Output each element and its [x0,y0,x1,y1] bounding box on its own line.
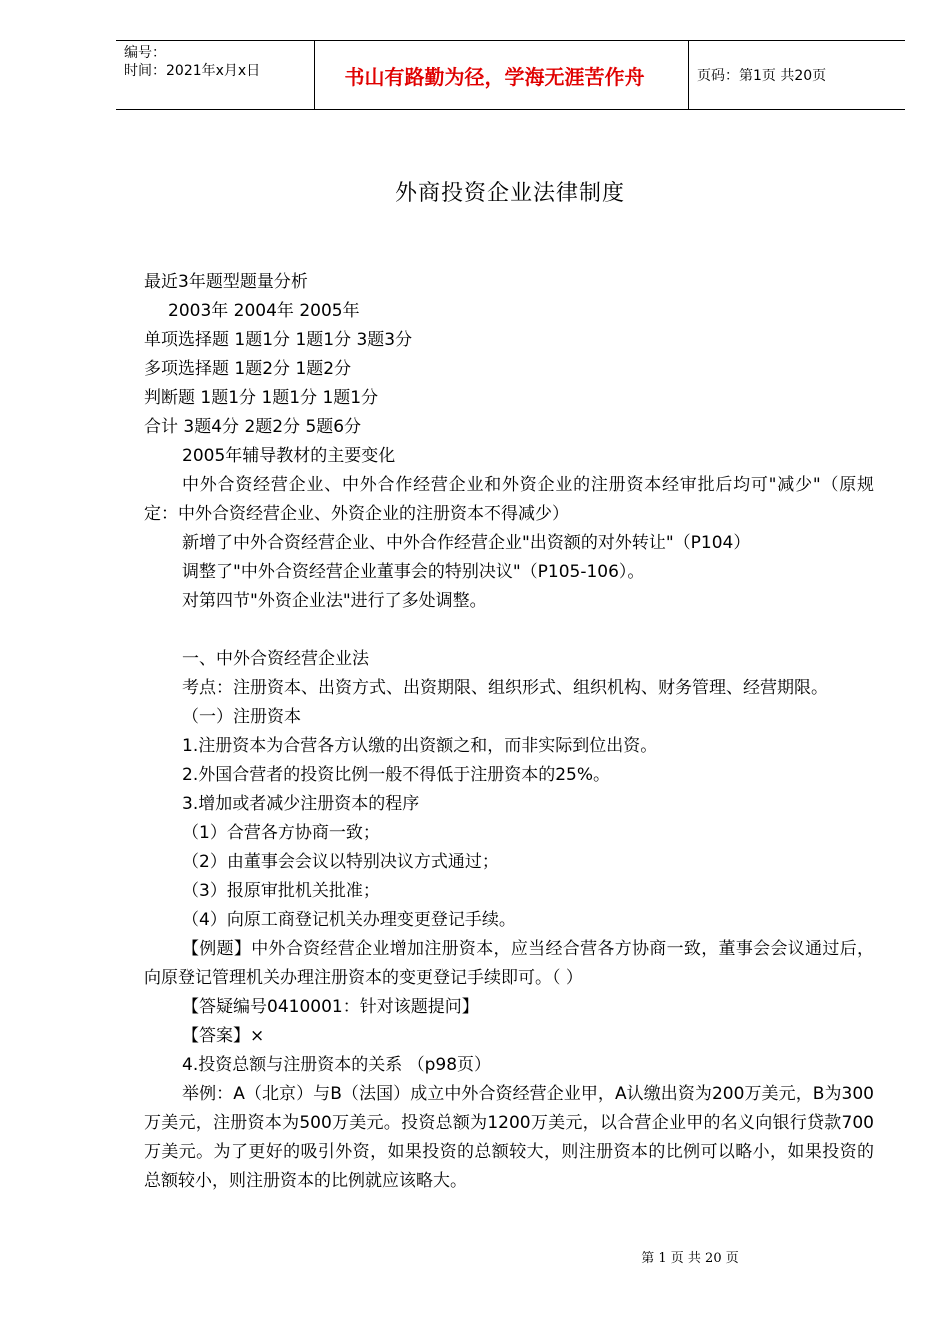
header-motto: 书山有路勤为径，学海无涯苦作舟 [315,41,689,109]
paragraph: 考点：注册资本、出资方式、出资期限、组织形式、组织机构、财务管理、经营期限。 [182,678,828,698]
paragraph: 新增了中外合资经营企业、中外合作经营企业"出资额的对外转让"（P104） [182,533,751,553]
paragraph: （3）报原审批机关批准； [182,881,380,901]
paragraph: 最近3年题型题量分析 [144,272,308,292]
section-heading: 一、中外合资经营企业法 [182,649,369,669]
paragraph: （1）合营各方协商一致； [182,823,380,843]
number-label: 编号： [124,45,166,61]
header-page-info: 页码：第1页 共20页 [697,68,827,84]
time-label: 时间：2021年x月x日 [124,63,261,79]
paragraph: 合计 3题4分 2题2分 5题6分 [144,417,362,437]
paragraph: （2）由董事会会议以特别决议方式通过； [182,852,499,872]
question-id: 【答疑编号0410001：针对该题提问】 [182,997,479,1017]
paragraph: 举例：A（北京）与B（法国）成立中外合资经营企业甲，A认缴出资为200万美元，B为300万美元，注册资本为500万美元。投资总额为1200万美元，以合营企业甲的名义向银行贷款700万美元。为了更好的吸引外资，如果投资的总额较大，则注册资本的比例可以略小，如果投资的总额较小，则注册资本的比例就应该略大。 [144,1084,874,1191]
paragraph: 4.投资总额与注册资本的关系 （p98页） [182,1055,492,1075]
paragraph: 2005年辅导教材的主要变化 [182,446,396,466]
paragraph: 对第四节"外资企业法"进行了多处调整。 [182,591,487,611]
document-body [144,268,874,1196]
paragraph: 1.注册资本为合营各方认缴的出资额之和，而非实际到位出资。 [182,736,658,756]
paragraph: 2.外国合营者的投资比例一般不得低于注册资本的25%。 [182,765,611,785]
spacer [144,616,874,645]
header-meta [116,41,315,109]
example-question: 【例题】中外合资经营企业增加注册资本，应当经合营各方协商一致，董事会会议通过后，向原登记管理机关办理注册资本的变更登记手续即可。（ ） [144,939,874,988]
answer: 【答案】× [182,1026,265,1046]
paragraph: 2003年 2004年 2005年 [168,301,360,321]
paragraph: 单项选择题 1题1分 1题1分 3题3分 [144,330,413,350]
paragraph: 3.增加或者减少注册资本的程序 [182,794,420,814]
paragraph: 调整了"中外合资经营企业董事会的特别决议"（P105-106）。 [182,562,645,582]
page-header [116,40,905,110]
paragraph: 判断题 1题1分 1题1分 1题1分 [144,388,379,408]
page-footer: 第 1 页 共 20 页 [641,1251,739,1266]
subsection-heading: （一）注册资本 [182,707,301,727]
paragraph: 多项选择题 1题2分 1题2分 [144,359,352,379]
document-title: 外商投资企业法律制度 [394,181,625,206]
paragraph: （4）向原工商登记机关办理变更登记手续。 [182,910,516,930]
paragraph: 中外合资经营企业、中外合作经营企业和外资企业的注册资本经审批后均可"减少"（原规定：中外合资经营企业、外资企业的注册资本不得减少） [144,475,874,524]
